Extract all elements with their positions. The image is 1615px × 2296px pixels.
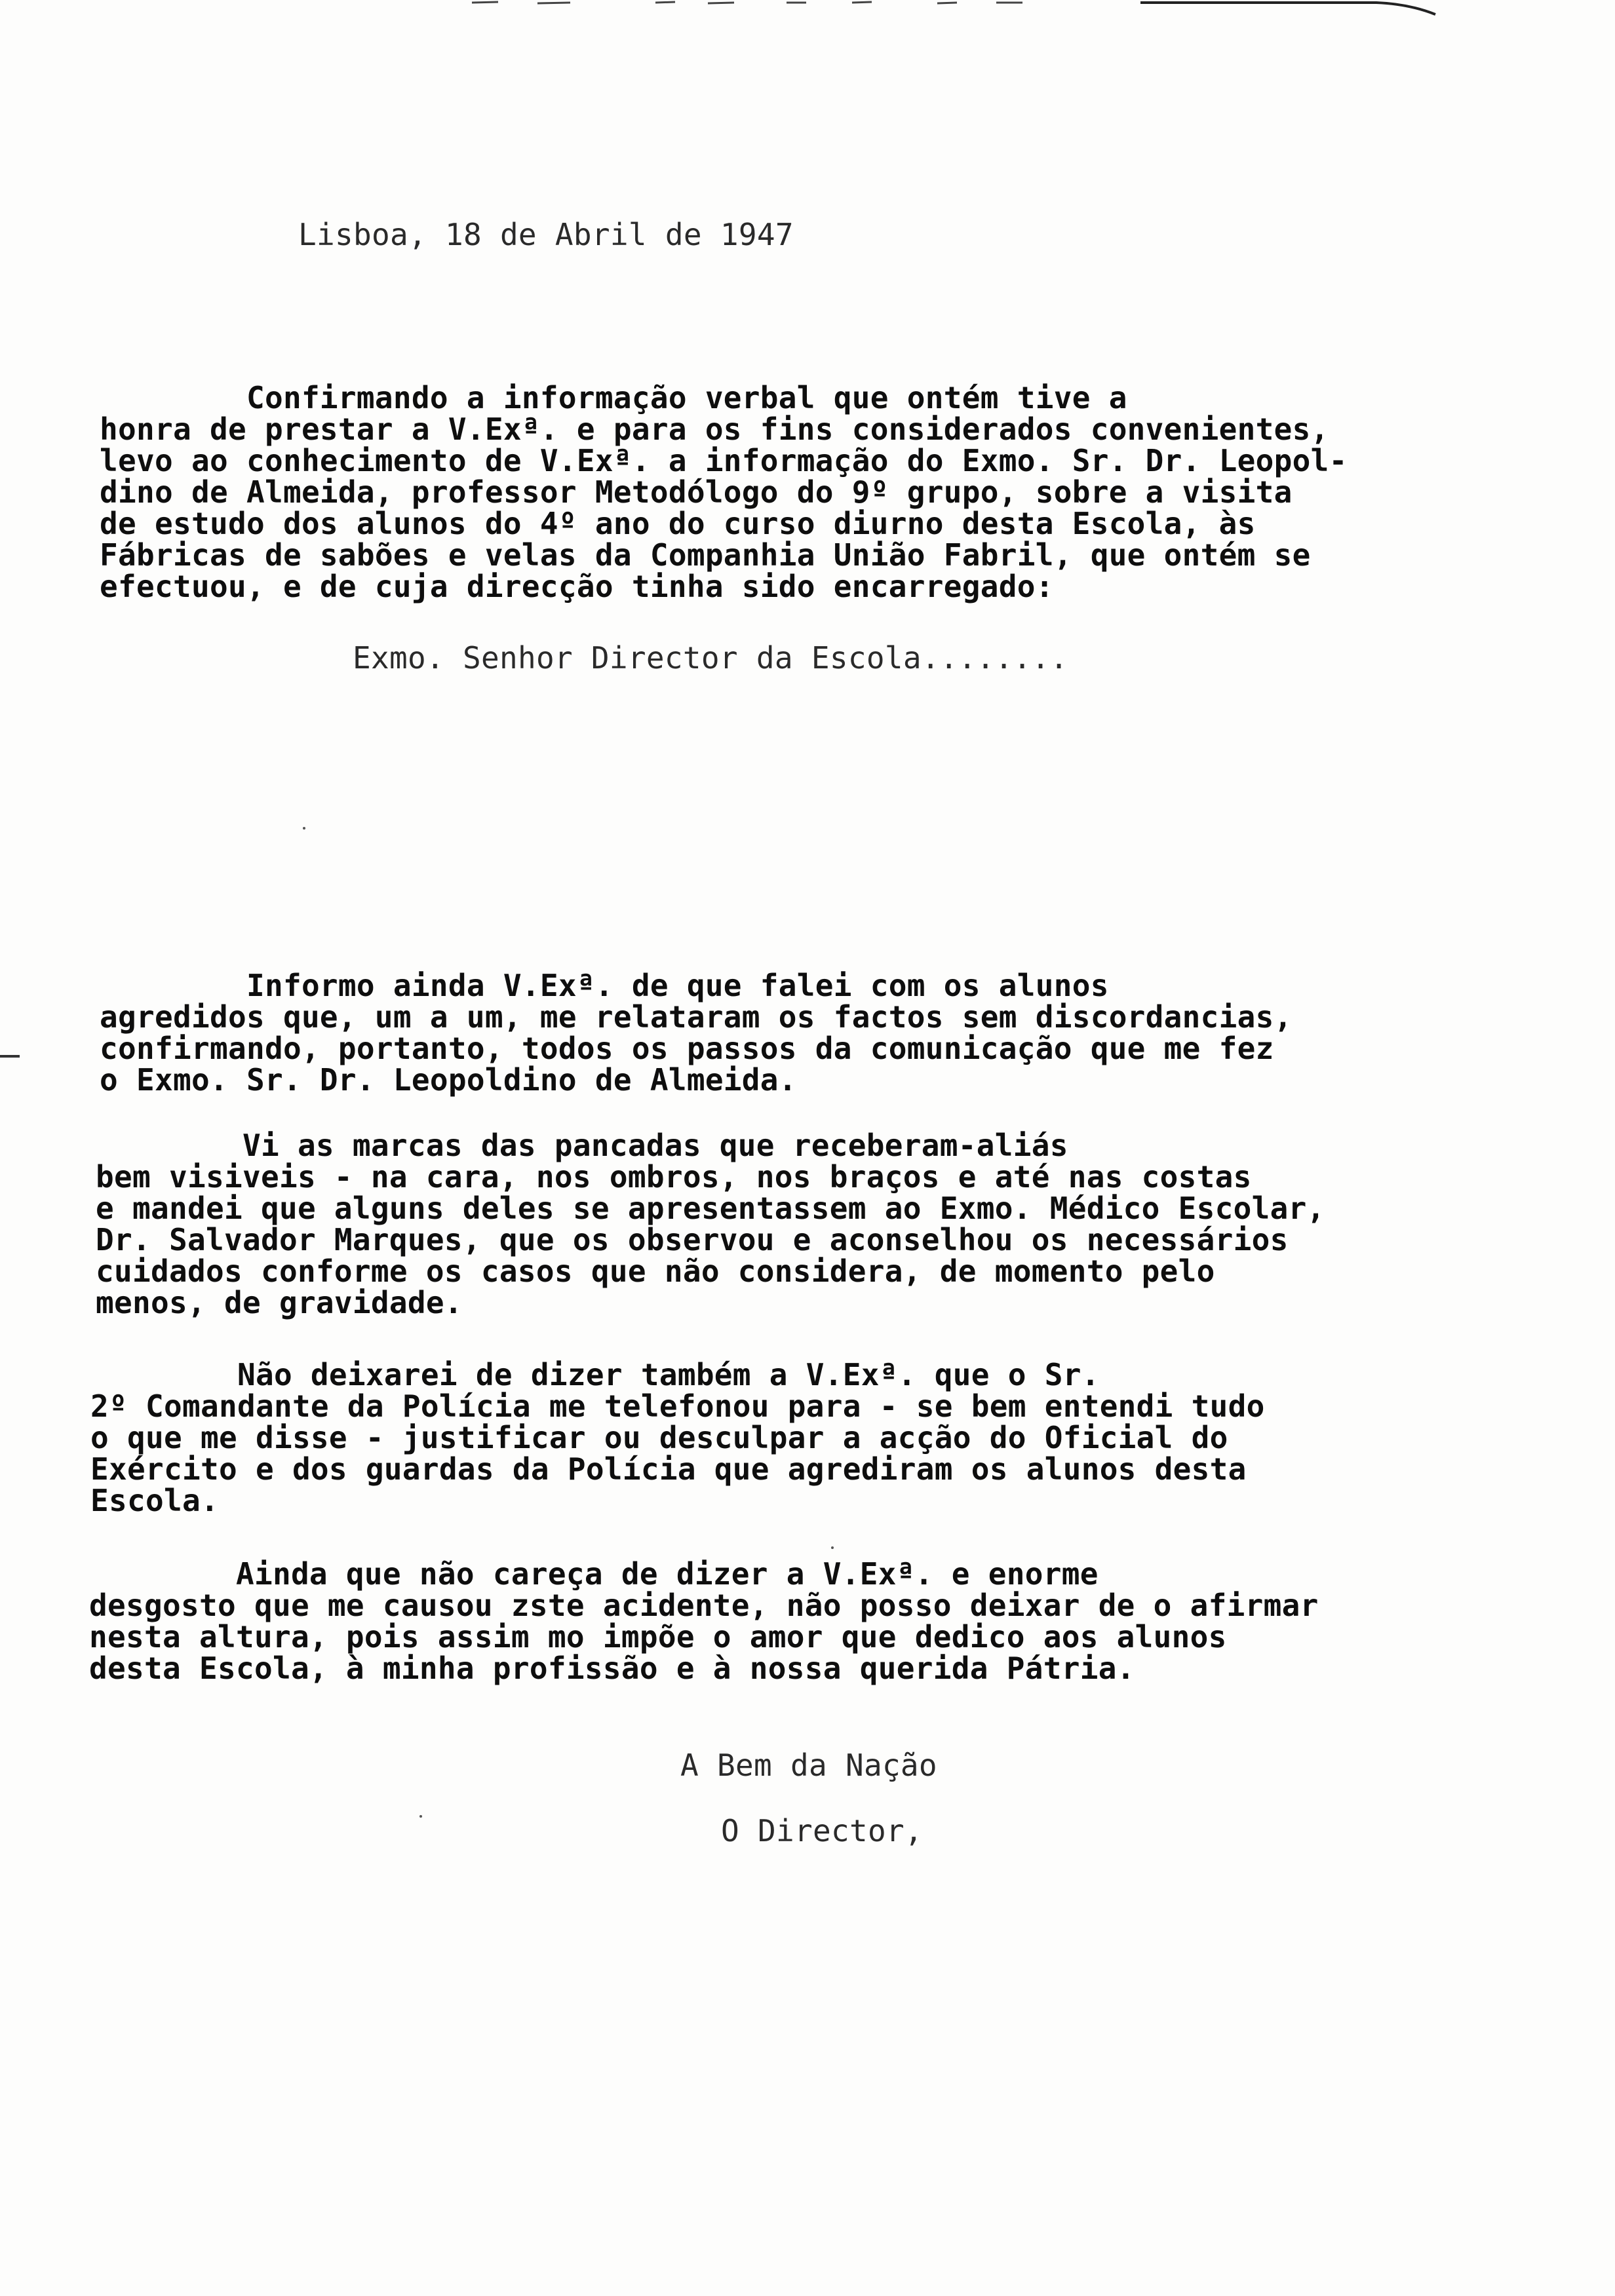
paragraph-line: honra de prestar a V.Exª. e para os fins considerados convenientes, — [100, 411, 1329, 447]
paragraph-line: Informo ainda V.Exª. de que falei com os alunos — [100, 968, 1109, 1003]
paragraph-line: cuidados conforme os casos que não considera, de momento pelo — [96, 1253, 1215, 1289]
paragraph-line: levo ao conhecimento de V.Exª. a informação do Exmo. Sr. Dr. Leopol- — [100, 443, 1348, 478]
paragraph-line: Dr. Salvador Marques, que os observou e aconselhou os necessários — [96, 1222, 1289, 1257]
paragraph-line: confirmando, portanto, todos os passos da comunicação que me fez — [100, 1031, 1274, 1066]
scan-margin-mark — [0, 1055, 20, 1058]
paragraph-line: Exército e dos guardas da Polícia que agrediram os alunos desta — [90, 1451, 1247, 1487]
paragraph-line: de estudo dos alunos do 4º ano do curso diurno desta Escola, às — [100, 506, 1256, 541]
paragraph-line: Confirmando a informação verbal que ontém tive a — [100, 380, 1127, 415]
paragraph-line: bem visiveis - na cara, nos ombros, nos braços e até nas costas — [96, 1159, 1252, 1195]
paragraph-line: Não deixarei de dizer também a V.Exª. que o Sr. — [90, 1357, 1100, 1392]
scan-edge-marks — [0, 0, 1615, 20]
addressee-line: Exmo. Senhor Director da Escola........ — [353, 640, 1068, 676]
paragraph-line: 2º Comandante da Polícia me telefonou para - se bem entendi tudo — [90, 1388, 1265, 1424]
date-line: Lisboa, 18 de Abril de 1947 — [298, 217, 794, 252]
paragraph-line: nesta altura, pois assim mo impõe o amor que dedico aos alunos — [89, 1619, 1227, 1655]
scan-speck — [831, 1546, 834, 1549]
closing-line: A Bem da Nação — [680, 1748, 937, 1783]
paragraph-line: menos, de gravidade. — [96, 1285, 463, 1320]
paragraph-line: Escola. — [90, 1483, 219, 1518]
scan-speck — [419, 1815, 422, 1818]
paragraph-line: dino de Almeida, professor Metodólogo do 9º grupo, sobre a visita — [100, 474, 1293, 510]
paragraph-line: Fábricas de sabões e velas da Companhia União Fabril, que ontém se — [100, 537, 1311, 573]
scan-speck — [303, 827, 305, 830]
paragraph-line: o Exmo. Sr. Dr. Leopoldino de Almeida. — [100, 1062, 797, 1098]
signature-title: O Director, — [721, 1813, 923, 1848]
paragraph-line: e mandei que alguns deles se apresentassem ao Exmo. Médico Escolar, — [96, 1191, 1325, 1226]
paragraph-line: agredidos que, um a um, me relataram os factos sem discordancias, — [100, 999, 1293, 1035]
paragraph-line: desgosto que me causou zste acidente, não posso deixar de o afirmar — [89, 1588, 1319, 1623]
paragraph-line: o que me disse - justificar ou desculpar a acção do Oficial do — [90, 1420, 1228, 1455]
paragraph-line: desta Escola, à minha profissão e à nossa querida Pátria. — [89, 1651, 1135, 1686]
paragraph-line: efectuou, e de cuja direcção tinha sido encarregado: — [100, 569, 1054, 604]
paragraph-line: Vi as marcas das pancadas que receberam-aliás — [96, 1128, 1068, 1163]
paragraph-line: Ainda que não careça de dizer a V.Exª. e enorme — [89, 1556, 1099, 1592]
